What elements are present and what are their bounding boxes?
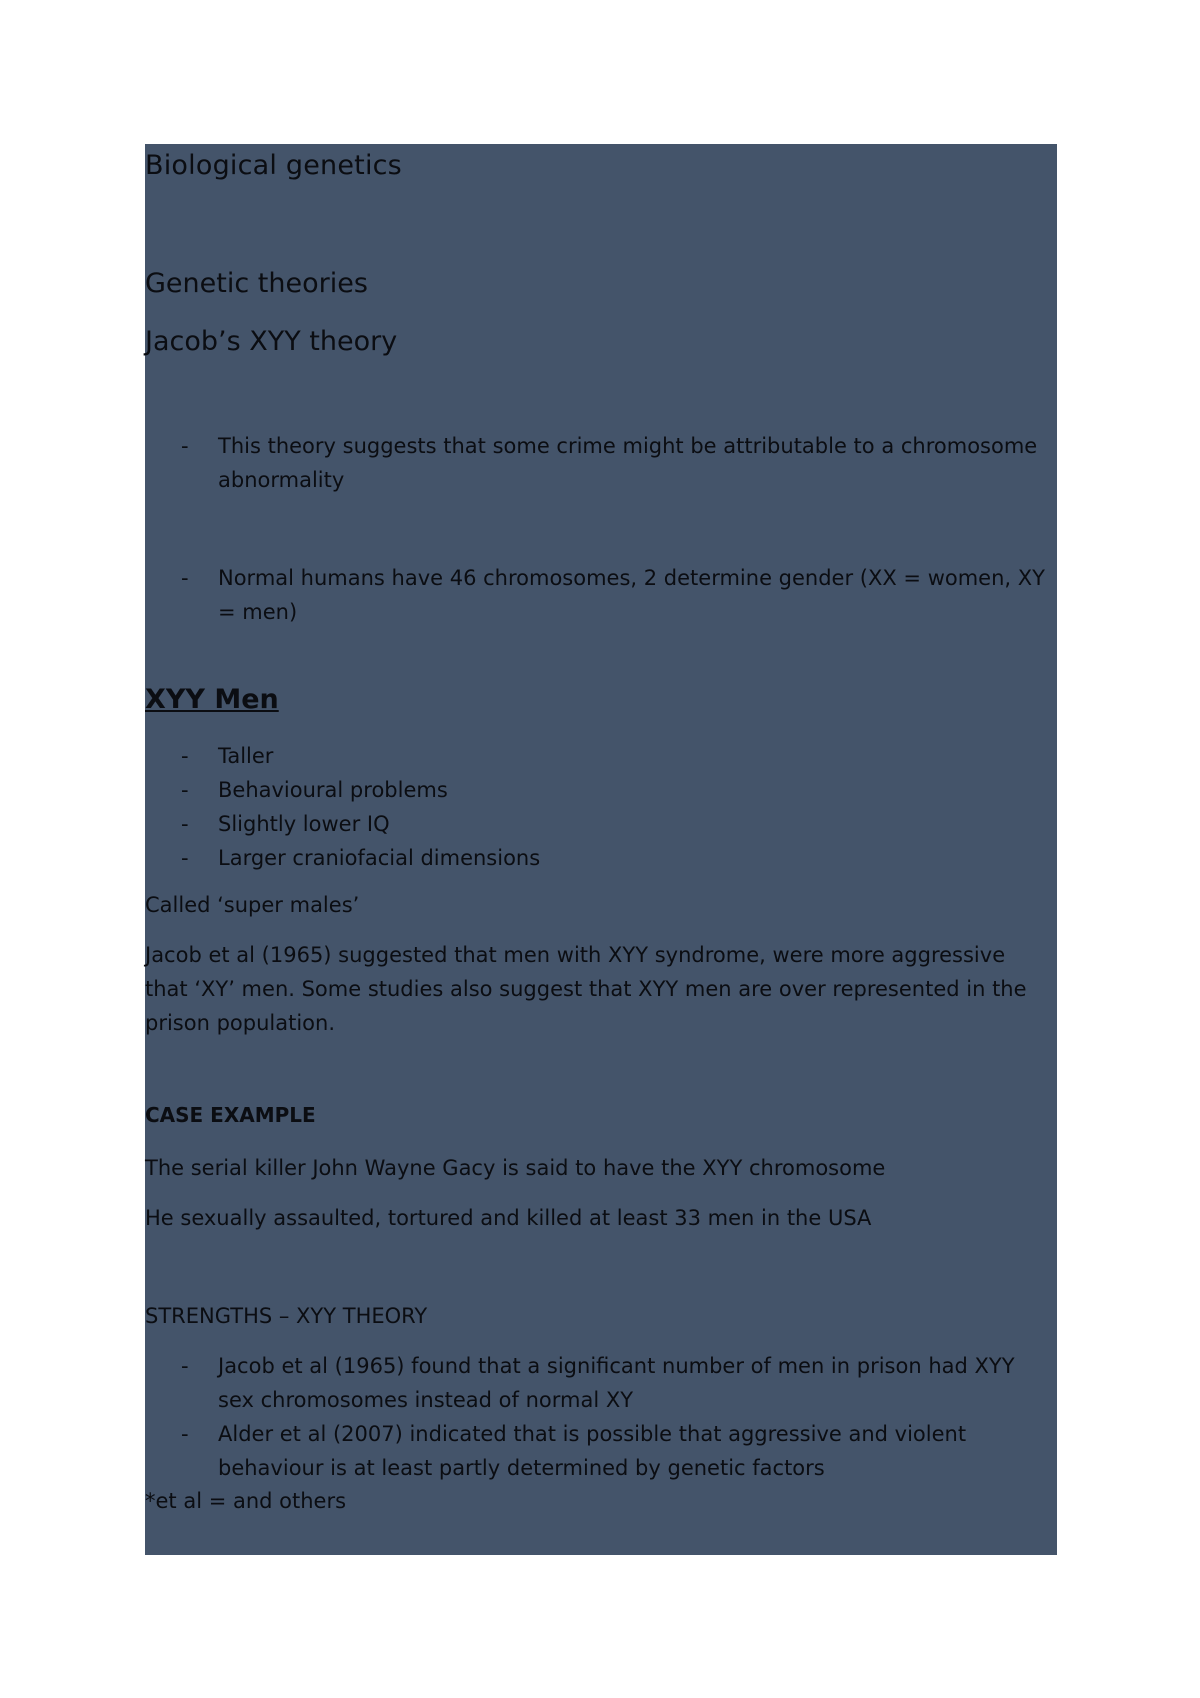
- list-item: [145, 429, 1048, 497]
- bullet-text: This theory suggests that some crime might be attributable to a chromosome abnormality: [218, 434, 1038, 492]
- strengths-heading: STRENGTHS – XYY THEORY: [145, 1304, 428, 1328]
- bullet-text: Larger craniofacial dimensions: [218, 846, 541, 870]
- xyy-men-bullet-list: [145, 739, 1057, 875]
- case-example-heading: CASE EXAMPLE: [145, 1103, 316, 1127]
- jacob-theory-heading: Jacob’s XYY theory: [145, 326, 398, 357]
- case-line-2: He sexually assaulted, tortured and killed at least 33 men in the USA: [145, 1206, 872, 1230]
- bullet-dash: -: [181, 434, 189, 458]
- bullet-text: Alder et al (2007) indicated that is possible that aggressive and violent behaviour is at least partly determined by genetic factors: [218, 1422, 967, 1480]
- list-item: [145, 773, 1048, 807]
- super-males-line: Called ‘super males’: [145, 893, 360, 917]
- bullet-dash: -: [181, 846, 189, 870]
- document-title: Biological genetics: [145, 150, 402, 181]
- list-item: [145, 561, 1048, 629]
- bullet-dash: -: [181, 812, 189, 836]
- list-item: [145, 841, 1048, 875]
- genetic-theories-heading: Genetic theories: [145, 268, 368, 299]
- bullet-dash: -: [181, 1354, 189, 1378]
- list-item: [145, 739, 1048, 773]
- strengths-bullet-list: [145, 1349, 1057, 1485]
- document-panel: [145, 144, 1057, 1555]
- bullet-text: Slightly lower IQ: [218, 812, 390, 836]
- list-item: [145, 1417, 1048, 1485]
- bullet-text: Behavioural problems: [218, 778, 448, 802]
- jacob-paragraph: Jacob et al (1965) suggested that men with XYY syndrome, were more aggressive that ‘XY’ men. Some studies also suggest that XYY men are over represented in the prison population.: [145, 943, 1027, 1035]
- footnote: *et al = and others: [145, 1489, 347, 1513]
- bullet-dash: -: [181, 778, 189, 802]
- list-item: [145, 807, 1048, 841]
- intro-bullet-list: [145, 429, 1057, 629]
- bullet-dash: -: [181, 744, 189, 768]
- list-item: [145, 1349, 1048, 1417]
- bullet-text: Normal humans have 46 chromosomes, 2 determine gender (XX = women, XY = men): [218, 566, 1045, 624]
- bullet-text: Taller: [218, 744, 274, 768]
- case-line-1: The serial killer John Wayne Gacy is said to have the XYY chromosome: [145, 1156, 886, 1180]
- xyy-men-heading: XYY Men: [145, 684, 279, 715]
- bullet-text: Jacob et al (1965) found that a significant number of men in prison had XYY sex chromosomes instead of normal XY: [218, 1354, 1015, 1412]
- bullet-dash: -: [181, 1422, 189, 1446]
- bullet-dash: -: [181, 566, 189, 590]
